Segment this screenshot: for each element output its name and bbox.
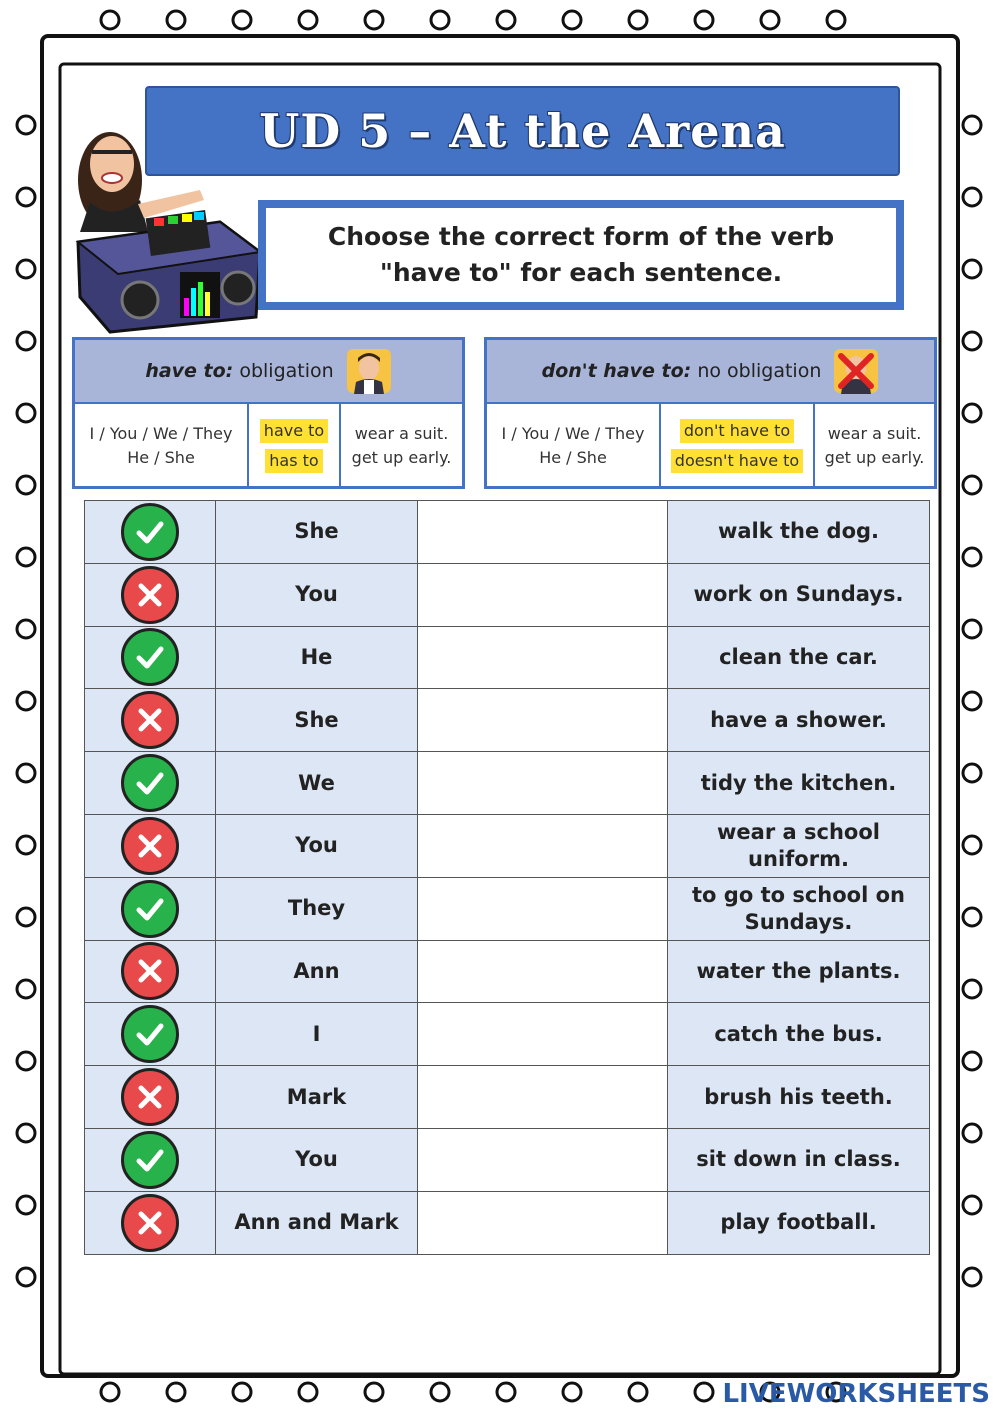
frame-loop bbox=[167, 11, 185, 29]
frame-loop bbox=[233, 1383, 251, 1401]
cross-icon bbox=[121, 817, 179, 875]
sentence-end-cell: walk the dog. bbox=[668, 501, 930, 564]
sentence-end-cell: wear a school uniform. bbox=[668, 814, 930, 877]
subject-cell: You bbox=[216, 563, 418, 626]
frame-loop bbox=[17, 1052, 35, 1070]
frame-loop bbox=[629, 11, 647, 29]
grammar-examples: wear a suit. get up early. bbox=[824, 424, 925, 467]
check-icon bbox=[121, 503, 179, 561]
check-icon bbox=[121, 1131, 179, 1189]
frame-loop bbox=[963, 1196, 981, 1214]
form-highlight: doesn't have to bbox=[671, 449, 803, 473]
sentence-end-cell: work on Sundays. bbox=[668, 563, 930, 626]
answer-field[interactable] bbox=[418, 501, 668, 564]
frame-loop bbox=[963, 116, 981, 134]
table-row bbox=[85, 563, 930, 626]
grammar-box-obligation bbox=[72, 337, 465, 489]
sentence-end-cell: have a shower. bbox=[668, 689, 930, 752]
form-highlight: have to bbox=[260, 419, 328, 443]
cross-icon bbox=[121, 942, 179, 1000]
frame-loop bbox=[761, 11, 779, 29]
form-highlight: don't have to bbox=[680, 419, 794, 443]
grammar-label: no obligation bbox=[697, 360, 822, 382]
sentence-end-cell: water the plants. bbox=[668, 940, 930, 1003]
frame-loop bbox=[101, 1383, 119, 1401]
frame-loop bbox=[17, 620, 35, 638]
table-row bbox=[85, 501, 930, 564]
subject-cell: We bbox=[216, 752, 418, 815]
frame-loop bbox=[963, 980, 981, 998]
frame-loop bbox=[695, 11, 713, 29]
check-icon bbox=[121, 754, 179, 812]
frame-loop bbox=[233, 11, 251, 29]
sentence-end-cell: tidy the kitchen. bbox=[668, 752, 930, 815]
table-row bbox=[85, 1066, 930, 1129]
page-title: UD 5 – At the Arena bbox=[259, 104, 786, 158]
subject-cell: Mark bbox=[216, 1066, 418, 1129]
frame-loop bbox=[299, 11, 317, 29]
grammar-label: obligation bbox=[239, 360, 334, 382]
frame-loop bbox=[365, 11, 383, 29]
frame-loop bbox=[167, 1383, 185, 1401]
frame-loop bbox=[17, 692, 35, 710]
thinking-man-icon bbox=[346, 348, 392, 394]
grammar-label-emphasis: have to: bbox=[145, 360, 234, 382]
subject-cell: I bbox=[216, 1003, 418, 1066]
frame-loop bbox=[497, 1383, 515, 1401]
frame-loop bbox=[17, 1124, 35, 1142]
grammar-header-obligation bbox=[75, 340, 462, 404]
subject-cell: They bbox=[216, 877, 418, 940]
frame-loop bbox=[17, 404, 35, 422]
frame-loop bbox=[431, 11, 449, 29]
grammar-box-no-obligation bbox=[484, 337, 937, 489]
cross-icon bbox=[121, 566, 179, 624]
frame-loop bbox=[17, 260, 35, 278]
frame-loop bbox=[431, 1383, 449, 1401]
form-highlight: has to bbox=[265, 449, 322, 473]
frame-loop bbox=[17, 1268, 35, 1286]
sentence-end-cell: to go to school on Sundays. bbox=[668, 877, 930, 940]
table-row bbox=[85, 752, 930, 815]
answer-field[interactable] bbox=[418, 1003, 668, 1066]
check-icon bbox=[121, 628, 179, 686]
frame-loop bbox=[563, 11, 581, 29]
frame-loop bbox=[17, 476, 35, 494]
frame-loop bbox=[17, 332, 35, 350]
grammar-subjects: I / You / We / They He / She bbox=[75, 404, 249, 488]
cross-icon bbox=[121, 1068, 179, 1126]
frame-loop bbox=[963, 548, 981, 566]
subject-cell: She bbox=[216, 501, 418, 564]
frame-loop bbox=[101, 11, 119, 29]
frame-loop bbox=[17, 116, 35, 134]
answer-field[interactable] bbox=[418, 563, 668, 626]
instruction-text: Choose the correct form of the verb "have to" for each sentence. bbox=[266, 208, 896, 302]
answer-field[interactable] bbox=[418, 940, 668, 1003]
frame-loop bbox=[963, 476, 981, 494]
frame-loop bbox=[963, 404, 981, 422]
frame-loop bbox=[17, 836, 35, 854]
frame-loop bbox=[963, 764, 981, 782]
frame-loop bbox=[963, 332, 981, 350]
cross-icon bbox=[121, 691, 179, 749]
frame-loop bbox=[17, 188, 35, 206]
sentence-end-cell: sit down in class. bbox=[668, 1128, 930, 1191]
frame-loop bbox=[629, 1383, 647, 1401]
exercise-table bbox=[84, 500, 930, 1255]
frame-loop bbox=[963, 620, 981, 638]
liveworksheets-logo: LIVEWORKSHEETS bbox=[722, 1379, 990, 1409]
check-icon bbox=[121, 1005, 179, 1063]
sentence-end-cell: play football. bbox=[668, 1191, 930, 1254]
table-row bbox=[85, 877, 930, 940]
table-row bbox=[85, 1191, 930, 1254]
frame-loop bbox=[963, 836, 981, 854]
frame-loop bbox=[963, 908, 981, 926]
table-row bbox=[85, 1128, 930, 1191]
grammar-forms bbox=[249, 404, 341, 488]
instruction-box bbox=[258, 200, 904, 310]
frame-loop bbox=[17, 1196, 35, 1214]
subject-cell: He bbox=[216, 626, 418, 689]
frame-loop bbox=[17, 908, 35, 926]
table-row bbox=[85, 626, 930, 689]
frame-loop bbox=[963, 1268, 981, 1286]
answer-field[interactable] bbox=[418, 752, 668, 815]
subject-cell: Ann and Mark bbox=[216, 1191, 418, 1254]
frame-loop bbox=[963, 1124, 981, 1142]
answer-field[interactable] bbox=[418, 689, 668, 752]
cross-icon bbox=[121, 1194, 179, 1252]
frame-loop bbox=[963, 260, 981, 278]
answer-field[interactable] bbox=[418, 1066, 668, 1129]
frame-loop bbox=[963, 692, 981, 710]
grammar-header-no-obligation bbox=[487, 340, 934, 404]
frame-loop bbox=[17, 548, 35, 566]
frame-loop bbox=[695, 1383, 713, 1401]
answer-field[interactable] bbox=[418, 1128, 668, 1191]
grammar-examples: wear a suit. get up early. bbox=[351, 424, 452, 467]
sentence-end-cell: clean the car. bbox=[668, 626, 930, 689]
subject-cell: You bbox=[216, 814, 418, 877]
frame-loop bbox=[497, 11, 515, 29]
frame-loop bbox=[17, 980, 35, 998]
answer-field[interactable] bbox=[418, 877, 668, 940]
frame-loop bbox=[827, 11, 845, 29]
table-row bbox=[85, 1003, 930, 1066]
answer-field[interactable] bbox=[418, 814, 668, 877]
frame-loop bbox=[963, 188, 981, 206]
table-row bbox=[85, 940, 930, 1003]
grammar-forms bbox=[661, 404, 815, 488]
sentence-end-cell: catch the bus. bbox=[668, 1003, 930, 1066]
grammar-subjects: I / You / We / They He / She bbox=[487, 404, 661, 488]
subject-cell: Ann bbox=[216, 940, 418, 1003]
frame-loop bbox=[299, 1383, 317, 1401]
frame-loop bbox=[963, 1052, 981, 1070]
check-icon bbox=[121, 880, 179, 938]
title-banner bbox=[145, 86, 900, 176]
frame-loop bbox=[365, 1383, 383, 1401]
answer-field[interactable] bbox=[418, 626, 668, 689]
table-row bbox=[85, 689, 930, 752]
crossed-man-icon bbox=[833, 348, 879, 394]
sentence-end-cell: brush his teeth. bbox=[668, 1066, 930, 1129]
frame-loop bbox=[563, 1383, 581, 1401]
answer-field[interactable] bbox=[418, 1191, 668, 1254]
subject-cell: She bbox=[216, 689, 418, 752]
frame-loop bbox=[17, 764, 35, 782]
grammar-label-emphasis: don't have to: bbox=[541, 360, 692, 382]
table-row bbox=[85, 814, 930, 877]
subject-cell: You bbox=[216, 1128, 418, 1191]
